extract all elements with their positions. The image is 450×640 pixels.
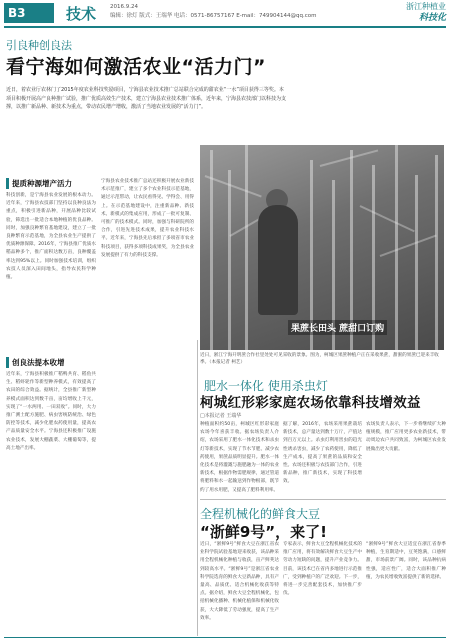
article3-column-2: 专家表示，鲜食大豆全程机械化技术的推广应用，将有效解决鲜食大豆生产中劳动力短缺的问题，提升产业竞争力。目前，该技术已在省内多地进行示范推广，受到种植户的广泛欢迎。下一步，将进一步完善配套技术，加快推广步伐。 — [283, 542, 362, 597]
article1-lead: 近日，着农业厅农林门了2015年度农业科技奖励项目，宁海县农业技术推广总站联合完成的甜农业“一水”项目获得三等奖。本项目积极开展高产良种推广试验，推广优质高效生产技术，建立宁海县农业技术推广体系，近年来，宁海县农技部门以科技为支撑，以推广新品种、新技术为重点，带动农民增产增收，激活了当地农业发展的“活力门”。 — [6, 87, 286, 110]
article3-column-3: “浙鲜9号”鲜食大豆适宜在浙江省春季种植，生育期适中，豆荚饱满，口感鲜甜，市场前景广阔。同时，该品种抗病性强，适应性广，适合大面积推广种植，为农民增收致富提供了新的选择。 — [366, 542, 446, 580]
article2-column-1: 种植面积约50亩，柯城区红形彩家庭农场今年喜获丰收。据农场负责人介绍，农场采用了肥水一体化技术和杀虫灯等新技术，实现了节水节肥、减少农药使用，果蔗品质明显提升。肥水一体化技术是将灌溉与施肥融为一体的农业新技术，根据作物需肥规律，通过管道将肥料和水一起输送到作物根部，既节约了用水用肥，又提高了肥料利用率。 — [200, 422, 279, 493]
article1-column-1: 科技创新，是宁海县农业发展的根本动力。近年来，宁海县农技部门坚持以良种良法为重点，积极引进新品种，开展品种比较试验，筛选出一批适合本地种植的优良品种。同时，加强良种繁育基地建设，建立了一批良种繁育示范基地，为全县农业生产提供了优质种源保障。2016年，宁海县推广优质水稻品种多个，推广面积达数万亩，良种覆盖率达到95%以上。同时加强技术培训，组织农技人员深入田间地头，指导农民科学种植。 — [6, 193, 96, 281]
article1-subhead-1: 提质种源增产活力 — [6, 178, 72, 189]
farmer-figure — [258, 205, 298, 315]
photo-overlay-label: 果蔗长田头 蔗甜口订购 — [288, 320, 387, 335]
article-separator — [200, 499, 446, 500]
article2-column-3: 农场负责人表示，下一步将继续扩大种植规模，推广应用更多农业新技术，带动周边农户共同致富，为柯城区农业发展做出更大贡献。 — [366, 422, 446, 452]
article2-byline: □本报记者 王端华 — [200, 413, 242, 419]
article1-column-2: 近年来，宁海县积极推广稻鸭共育、稻鱼共生、稻虾轮作等新型种养模式，有效提高了农田的综合效益。据统计，全县推广新型种养模式面积达到数千亩，亩均增收上千元，实现了“一水两用、一田双收”。同时，大力推广测土配方施肥、病虫害统防统治、绿色防控等技术，减少化肥农药使用量，提高农产品质量安全水平。宁海县还积极推广设施农业技术，发展大棚蔬菜、大棚葡萄等，提高土地产出率。 — [6, 372, 96, 451]
article3-column-1: 近日，“浙鲜9号”鲜食大豆在浙江省农业科学院试验基地迎来收获，该品种采用全程机械化种植与收获，亩产鲜荚达到较高水平。“浙鲜9号”是浙江省农业科学院选育的鲜食大豆新品种，具有产量高、品质优、适合机械化收获等特点。据介绍，鲜食大豆全程机械化，包括机械化播种、机械化植保和机械化收获，大大降低了劳动强度，提高了生产效率。 — [200, 542, 279, 621]
masthead-logo-text: 科技化 — [418, 13, 446, 23]
masthead-subtitle: 浙江种植业 — [406, 2, 446, 11]
masthead-right — [406, 2, 446, 24]
page-number-badge: B3 — [4, 3, 54, 23]
article2-kicker: 肥水一体化 使用杀虫灯 — [204, 379, 328, 393]
article3-headline: “浙鲜9号”，来了! — [200, 523, 327, 541]
article1-subhead-2: 创良法提本收增 — [6, 357, 65, 368]
sugarcane-harvest-photo — [200, 145, 444, 350]
header-divider — [4, 26, 446, 28]
header-meta — [110, 3, 316, 21]
header-editor-info: 编辑：徐灯 版式：王端华 电话：0571-86757167 E-mail：749904144@qq.com — [110, 13, 317, 19]
article1-kicker: 引良种创良法 — [6, 39, 72, 52]
article2-headline: 柯城红形彩家庭农场依靠科技增效益 — [200, 395, 421, 411]
article2-column-2: 据了解，2016年，农场采用果蔗栽培新技术，总产量达到数十万斤，产值达到百万元以上。杀虫灯利用害虫的趋光性诱杀害虫，减少了农药使用，降低了生产成本，提高了果蔗的品质和安全性。农场还积极与农技部门合作，引进新品种，推广新技术，实现了科技增效。 — [283, 422, 362, 485]
photo-caption: 近日，浙江宁海开明蔗合作社里处处可见采收的景象。图为，柯城区果蔗种植户正在采收果蔗，甜蜜的果蔗已迎来丰收季。（本报记者 柯艺） — [200, 353, 439, 365]
section-title: 技术 — [66, 5, 97, 23]
column-divider — [197, 340, 198, 636]
page-bottom-rule — [4, 637, 446, 638]
article1-headline: 看宁海如何激活农业“活力门” — [6, 56, 266, 78]
page-header — [0, 0, 450, 30]
header-date: 2016.9.24 — [110, 4, 138, 10]
article3-kicker: 全程机械化的鲜食大豆 — [200, 507, 321, 521]
article1-column-3: 宁海县农业技术推广总站还积极开展农业新技术示范推广，建立了多个农业科技示范基地，通过示范带动，让农民看得见、学得会、用得上。在示范基地建设中，注重新品种、新技术、新模式的集成应用，形成了一批可复制、可推广的技术模式。同时，加强与科研院所的合作，引进先进技术成果，提升农业科技水平。近年来，宁海县先后承担了多项省市农业科技项目，获得多项科技成果奖，为全县农业发展提供了有力的科技支撑。 — [101, 179, 194, 258]
